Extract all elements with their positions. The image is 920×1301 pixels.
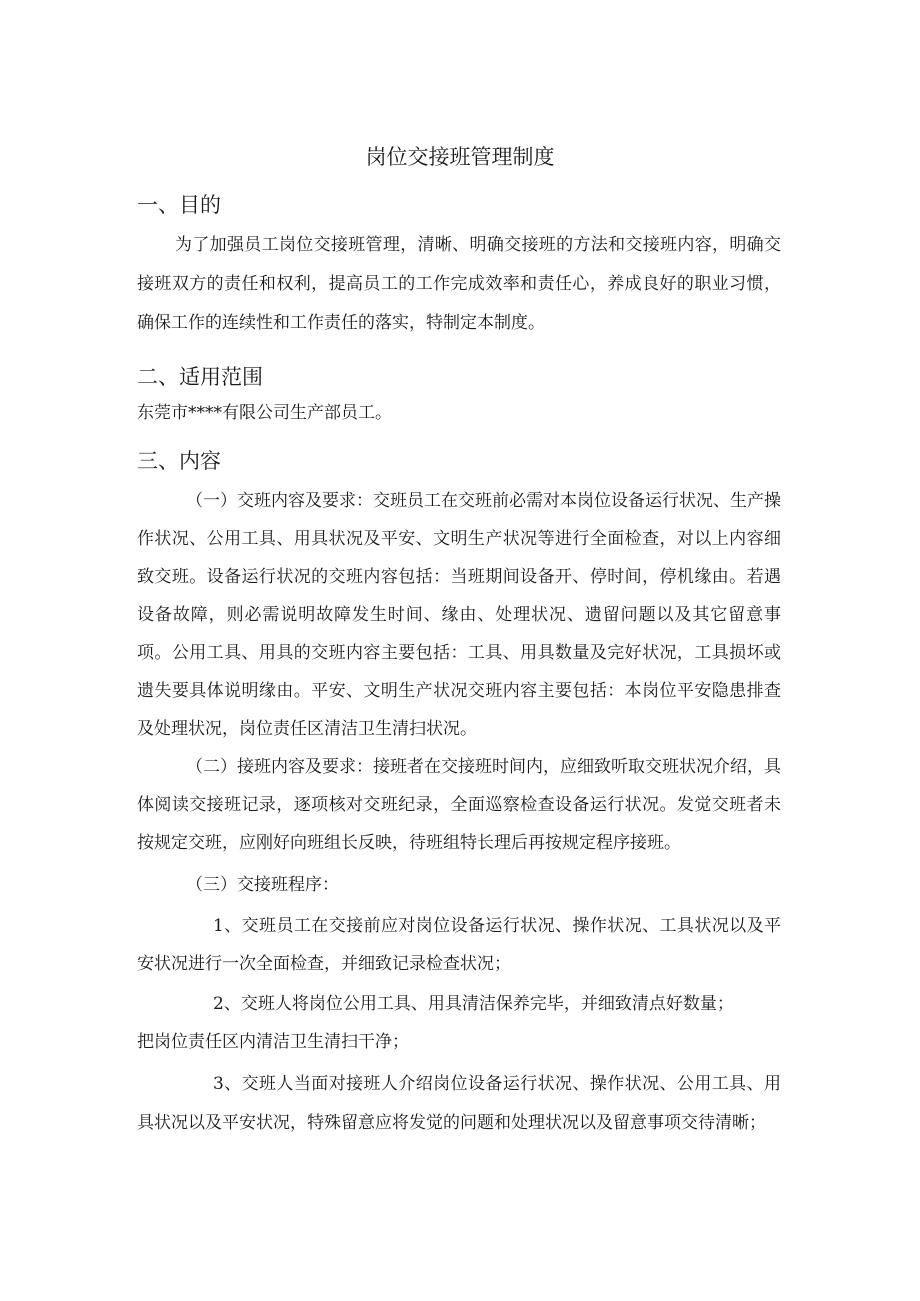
- procedure-step-line: 3、交班人当面对接班人介绍岗位设备运行状况、操作状况、公用工具、用: [213, 1074, 781, 1094]
- paragraph-line: 遗失要具体说明缘由。平安、文明生产状况交班内容主要包括：本岗位平安隐患排查: [137, 681, 781, 701]
- paragraph-line: 项。公用工具、用具的交班内容主要包括：工具、用具数量及完好状况，工具损坏或: [137, 643, 781, 663]
- paragraph-line: 确保工作的连续性和工作责任的落实，特制定本制度。: [137, 313, 545, 333]
- paragraph-line: 致交班。设备运行状况的交班内容包括：当班期间设备开、停时间，停机缘由。若遇: [137, 567, 781, 587]
- paragraph-line: （二）接班内容及要求：接班者在交接班时间内，应细致听取交班状况介绍，具: [186, 757, 781, 777]
- paragraph-line: 设备故障，则必需说明故障发生时间、缘由、处理状况、遗留问题以及其它留意事: [137, 605, 781, 625]
- paragraph-line: 为了加强员工岗位交接班管理，清晰、明确交接班的方法和交接班内容，明确交: [175, 235, 781, 255]
- paragraph-line: 东莞市****有限公司生产部员工。: [137, 403, 392, 423]
- procedure-step-line: 具状况以及平安状况，特殊留意应将发觉的问题和处理状况以及留意事项交待清晰；: [137, 1113, 766, 1133]
- paragraph-line: 及处理状况，岗位责任区清洁卫生清扫状况。: [137, 719, 477, 739]
- section-heading-purpose: 一、目的: [137, 193, 221, 217]
- section-heading-content: 三、内容: [137, 449, 221, 473]
- procedure-step-line: 把岗位责任区内清洁卫生清扫干净；: [137, 1032, 409, 1052]
- paragraph-line: （一）交班内容及要求：交班员工在交班前必需对本岗位设备运行状况、生产操: [186, 491, 781, 511]
- paragraph-line: 接班双方的责任和权利，提高员工的工作完成效率和责任心，养成良好的职业习惯，: [137, 274, 781, 294]
- procedure-step-line: 2、交班人将岗位公用工具、用具清洁保养完毕，并细致清点好数量；: [213, 994, 734, 1014]
- page-title: 岗位交接班管理制度: [365, 145, 555, 169]
- procedure-step-line: 1、交班员工在交接前应对岗位设备运行状况、操作状况、工具状况以及平: [213, 916, 781, 936]
- procedure-step-line: 安状况进行一次全面检查，并细致记录检查状况；: [137, 954, 511, 974]
- paragraph-line: 作状况、公用工具、用具状况及平安、文明生产状况等进行全面检查，对以上内容细: [137, 529, 781, 549]
- subsection-heading-procedure: （三）交接班程序：: [186, 875, 339, 895]
- section-heading-scope: 二、适用范围: [137, 365, 263, 389]
- paragraph-line: 体阅读交接班记录，逐项核对交班纪录，全面巡察检查设备运行状况。发觉交班者未: [137, 795, 781, 815]
- paragraph-line: 按规定交班，应刚好向班组长反映，待班组特长理后再按规定程序接班。: [137, 833, 681, 853]
